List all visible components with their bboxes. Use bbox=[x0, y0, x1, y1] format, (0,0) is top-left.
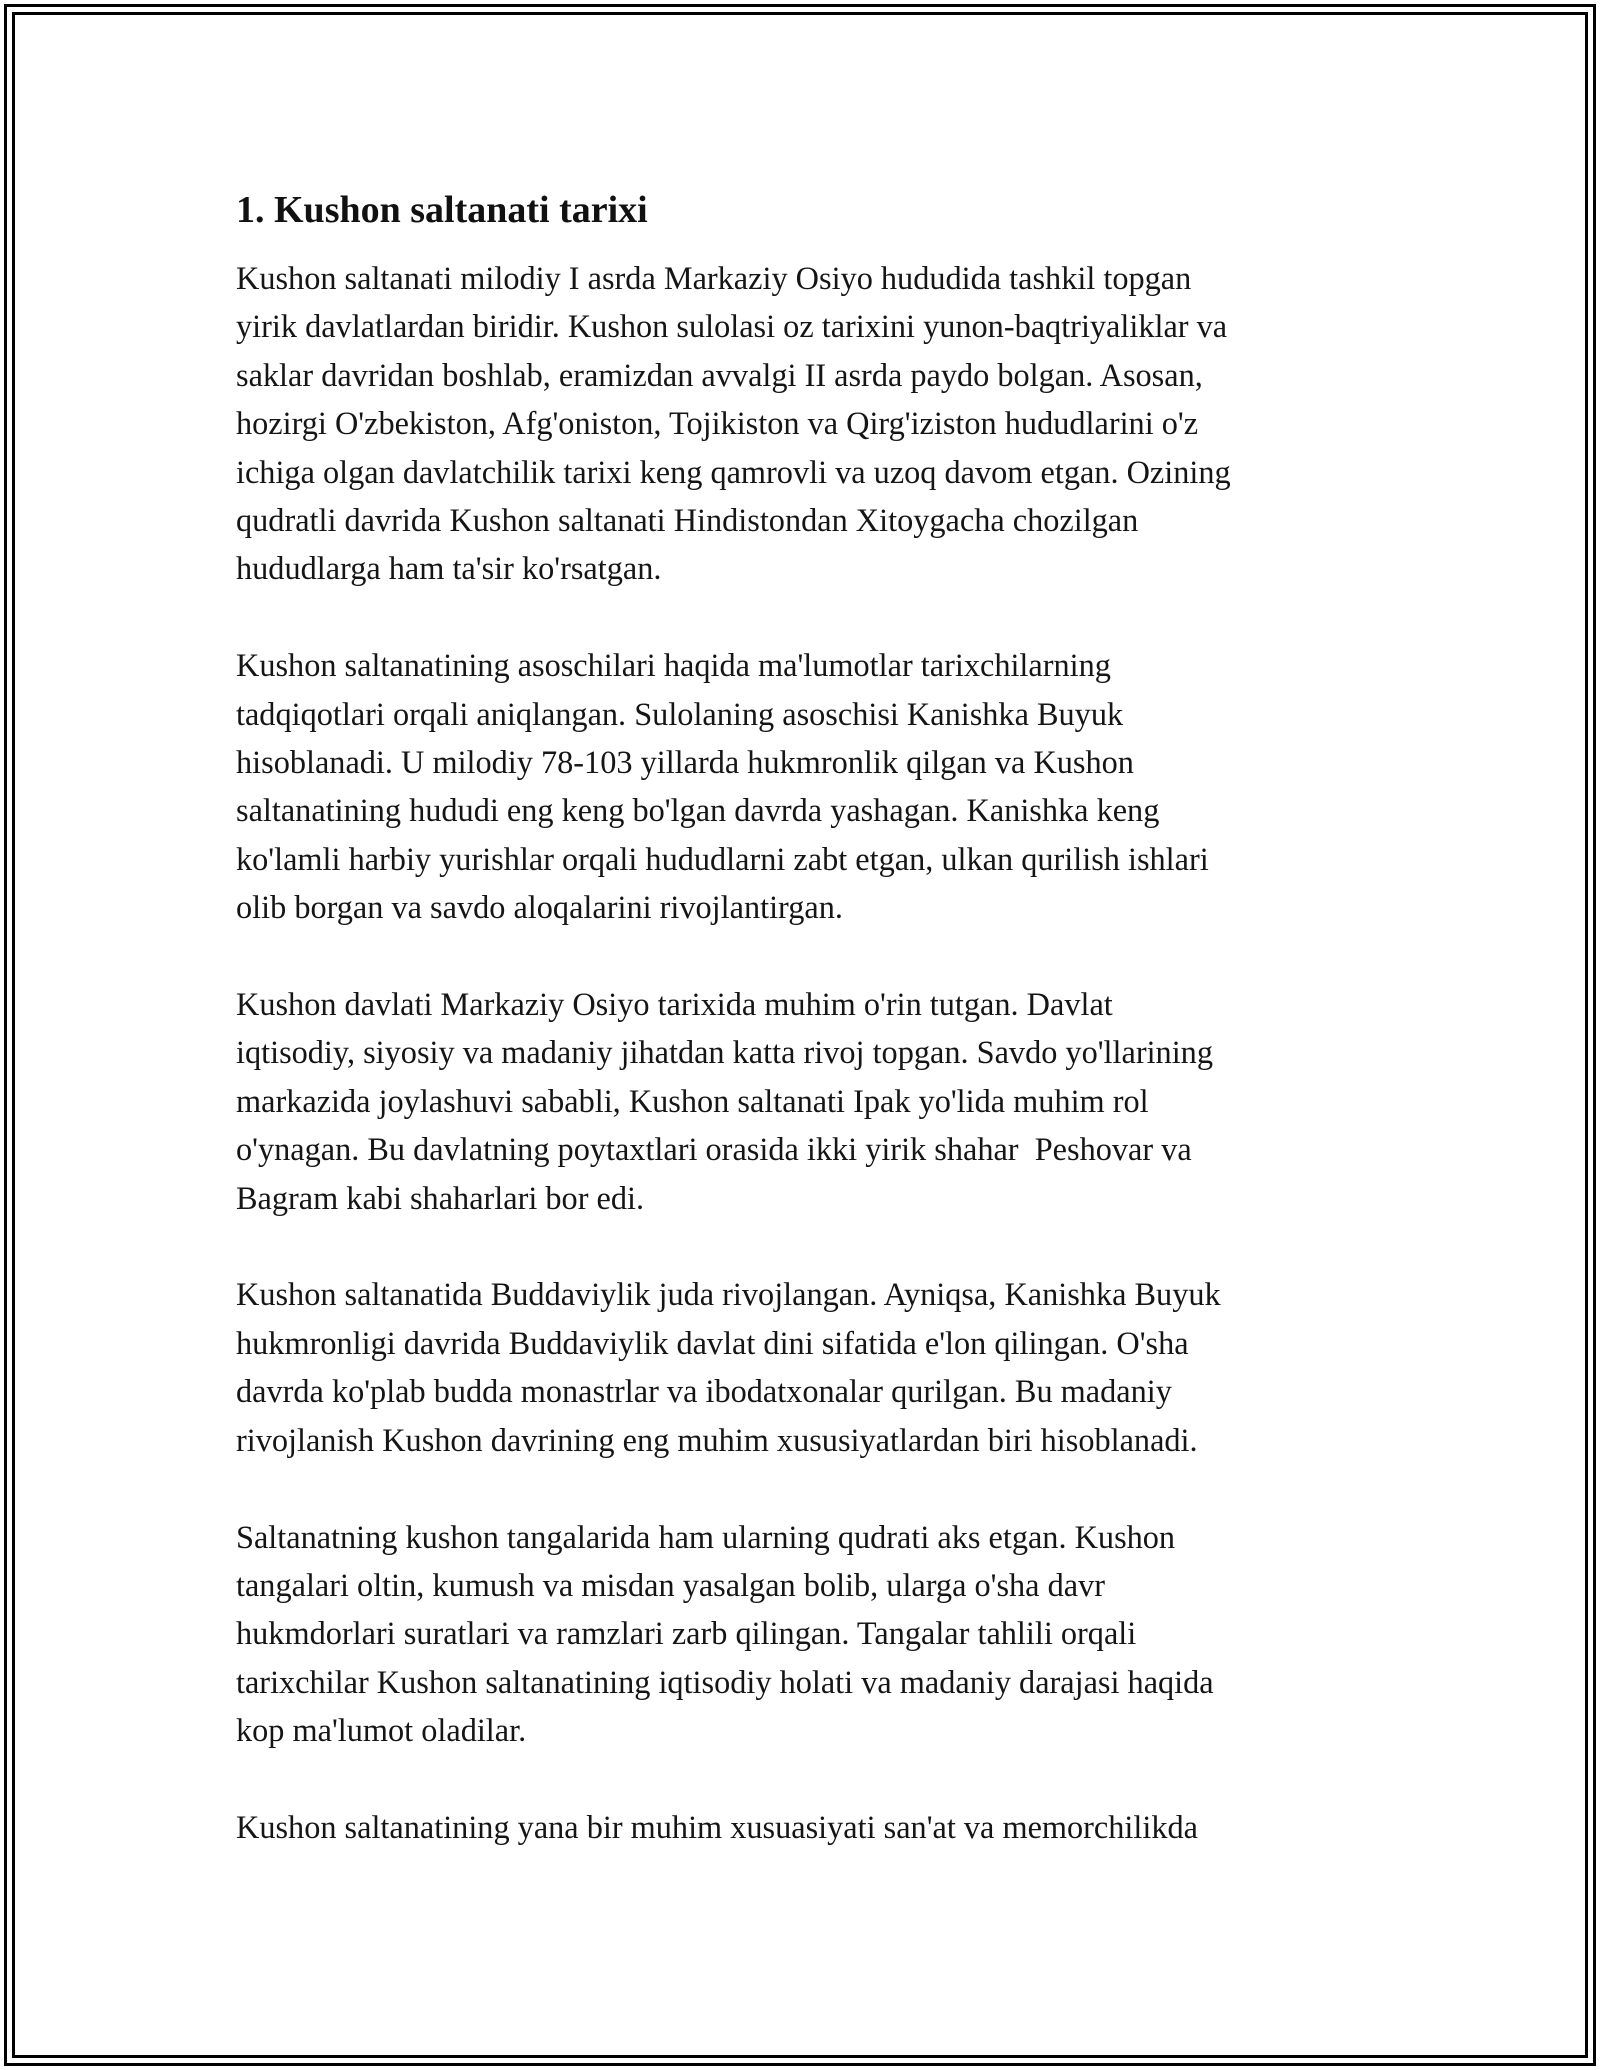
paragraph-3: Kushon davlati Markaziy Osiyo tarixida muhim o'rin tutgan. Davlat iqtisodiy, siyosiy va madaniy jihatdan katta rivoj topgan. Savdo yo'llarining markazida joylashuvi sababli, Kushon saltanati Ipak yo'lida muhim rol o'ynagan. Bu davlatning poytaxtlari orasida ikki yirik shahar Peshovar va Bagram kabi shaharlari bor edi. bbox=[236, 986, 1213, 1216]
section-heading: 1. Kushon saltanati tarixi bbox=[236, 189, 648, 231]
paragraph-6: Kushon saltanatining yana bir muhim xusuasiyati san'at va memorchilikda bbox=[236, 1808, 1198, 1845]
paragraph-5: Saltanatning kushon tangalarida ham ularning qudrati aks etgan. Kushon tangalari oltin, kumush va misdan yasalgan bolib, ularga o'sha davr hukmdorlari suratlari va ramzlari zarb qilingan. Tangalar tahlili orqali tarixchilar Kushon saltanatining iqtisodiy holati va madaniy darajasi haqida kop ma'lumot oladilar. bbox=[236, 1518, 1214, 1749]
paragraph-2: Kushon saltanatining asoschilari haqida ma'lumotlar tarixchilarning tadqiqotlari orqali aniqlangan. Sulolaning asoschisi Kanishka Buyuk hisoblanadi. U milodiy 78-103 yillarda hukmronlik qilgan va Kushon saltanatining hududi eng keng bo'lgan davrda yashagan. Kanishka keng ko'lamli harbiy yurishlar orqali hududlarni zabt etgan, ulkan qurilish ishlari olib borgan va savdo aloqalarini rivojlantirgan. bbox=[236, 647, 1209, 926]
paragraph-4: Kushon saltanatida Buddaviylik juda rivojlangan. Ayniqsa, Kanishka Buyuk hukmronligi davrida Buddaviylik davlat dini sifatida e'lon qilingan. O'sha davrda ko'plab budda monastrlar va ibodatxonalar qurilgan. Bu madaniy rivojlanish Kushon davrining eng muhim xususiyatlardan biri hisoblanadi. bbox=[236, 1276, 1221, 1458]
paragraph-1: Kushon saltanati milodiy I asrda Markaziy Osiyo hududida tashkil topgan yirik davlatlardan biridir. Kushon sulolasi oz tarixini yunon-baqtriyaliklar va saklar davridan boshlab, eramizdan avvalgi II asrda paydo bolgan. Asosan, hozirgi O'zbekiston, Afg'oniston, Tojikiston va Qirg'iziston hududlarini o'z ichiga olgan davlatchilik tarixi keng qamrovli va uzoq davom etgan. Ozining qudratli davrida Kushon saltanati Hindistondan Xitoygacha chozilgan hududlarga ham ta'sir ko'rsatgan. bbox=[236, 260, 1231, 587]
document-body bbox=[236, 186, 1376, 1851]
